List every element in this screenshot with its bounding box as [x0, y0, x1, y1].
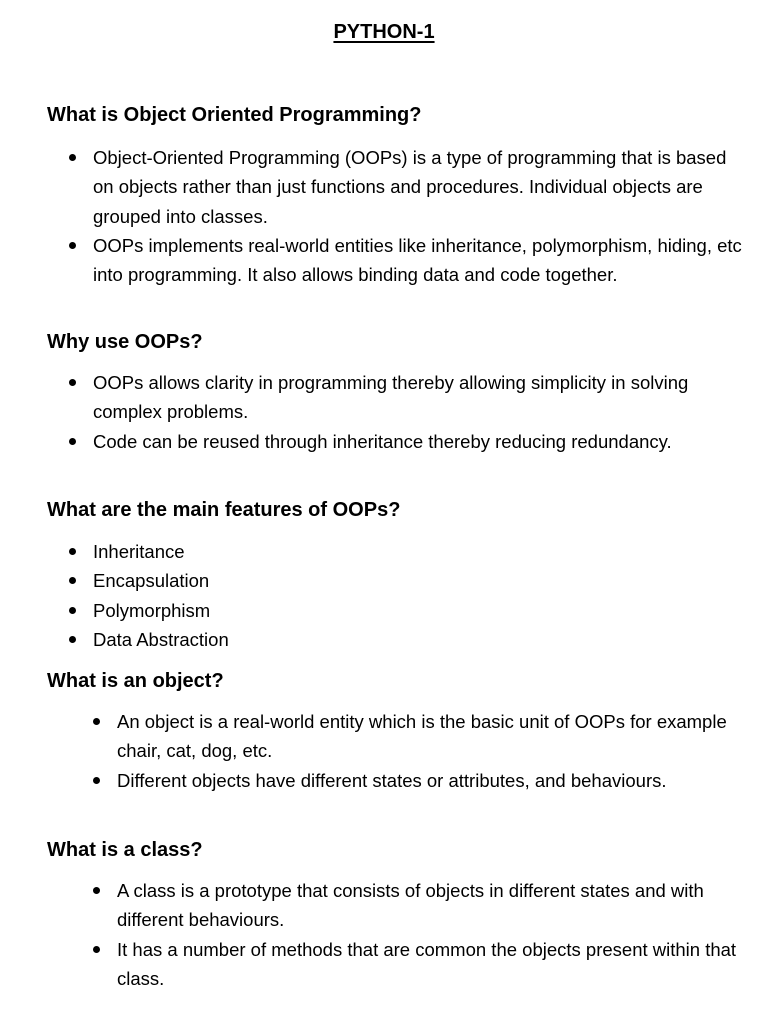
list-item — [69, 625, 749, 654]
bullet-icon — [69, 636, 76, 643]
list-item-text: OOPs allows clarity in programming thereby allowing simplicity in solving complex problems. — [93, 372, 689, 423]
section-heading-features: What are the main features of OOPs? — [47, 499, 401, 521]
list-item-text: Encapsulation — [93, 570, 210, 592]
bullet-icon — [69, 577, 76, 584]
bullet-list-class — [93, 876, 758, 993]
bullet-icon — [69, 548, 76, 555]
document-title: PYTHON-1 — [333, 21, 435, 43]
list-item-text: Inheritance — [93, 541, 185, 562]
list-item — [69, 596, 749, 625]
list-item-text: Data Abstraction — [93, 628, 229, 650]
bullet-list-why-oop — [69, 368, 749, 456]
list-item — [93, 935, 758, 994]
list-item-text: It has a number of methods that are common the objects present within that class. — [117, 938, 737, 989]
list-item — [93, 707, 758, 766]
bullet-icon — [69, 154, 76, 161]
bullet-list-object — [93, 707, 758, 795]
bullet-icon — [93, 777, 100, 784]
bullet-icon — [69, 607, 76, 614]
list-item-text: Polymorphism — [93, 599, 211, 621]
bullet-icon — [69, 242, 76, 249]
bullet-list-features — [69, 537, 749, 654]
list-item — [69, 368, 749, 427]
list-item — [69, 566, 749, 595]
list-item-text: Different objects have different states or attributes, and behaviours. — [117, 769, 667, 791]
bullet-icon — [93, 887, 100, 894]
list-item-text: Code can be reused through inheritance thereby reducing redundancy. — [93, 430, 672, 452]
list-item-text: Object-Oriented Programming (OOPs) is a type of programming that is based on objects rather than just functions and procedures. Individual objects are grouped into classes. — [93, 147, 727, 227]
section-heading-oop: What is Object Oriented Programming? — [47, 104, 422, 126]
list-item-text: A class is a prototype that consists of objects in different states and with different behaviours. — [117, 880, 704, 931]
list-item — [93, 876, 758, 935]
bullet-icon — [69, 379, 76, 386]
list-item — [69, 143, 749, 231]
bullet-icon — [93, 946, 100, 953]
list-item-text: An object is a real-world entity which is the basic unit of OOPs for example chair, cat, dog, etc. — [117, 711, 727, 762]
section-heading-why-oop: Why use OOPs? — [47, 331, 203, 353]
bullet-list-oop — [69, 143, 749, 289]
list-item — [93, 766, 758, 795]
section-heading-object: What is an object? — [47, 670, 224, 692]
bullet-icon — [69, 438, 76, 445]
list-item — [69, 427, 749, 456]
list-item-text: OOPs implements real-world entities like inheritance, polymorphism, hiding, etc into programming. It also allows binding data and code together. — [93, 234, 742, 286]
list-item — [69, 231, 749, 290]
section-heading-class: What is a class? — [47, 839, 203, 861]
bullet-icon — [93, 718, 100, 725]
list-item — [69, 537, 749, 566]
